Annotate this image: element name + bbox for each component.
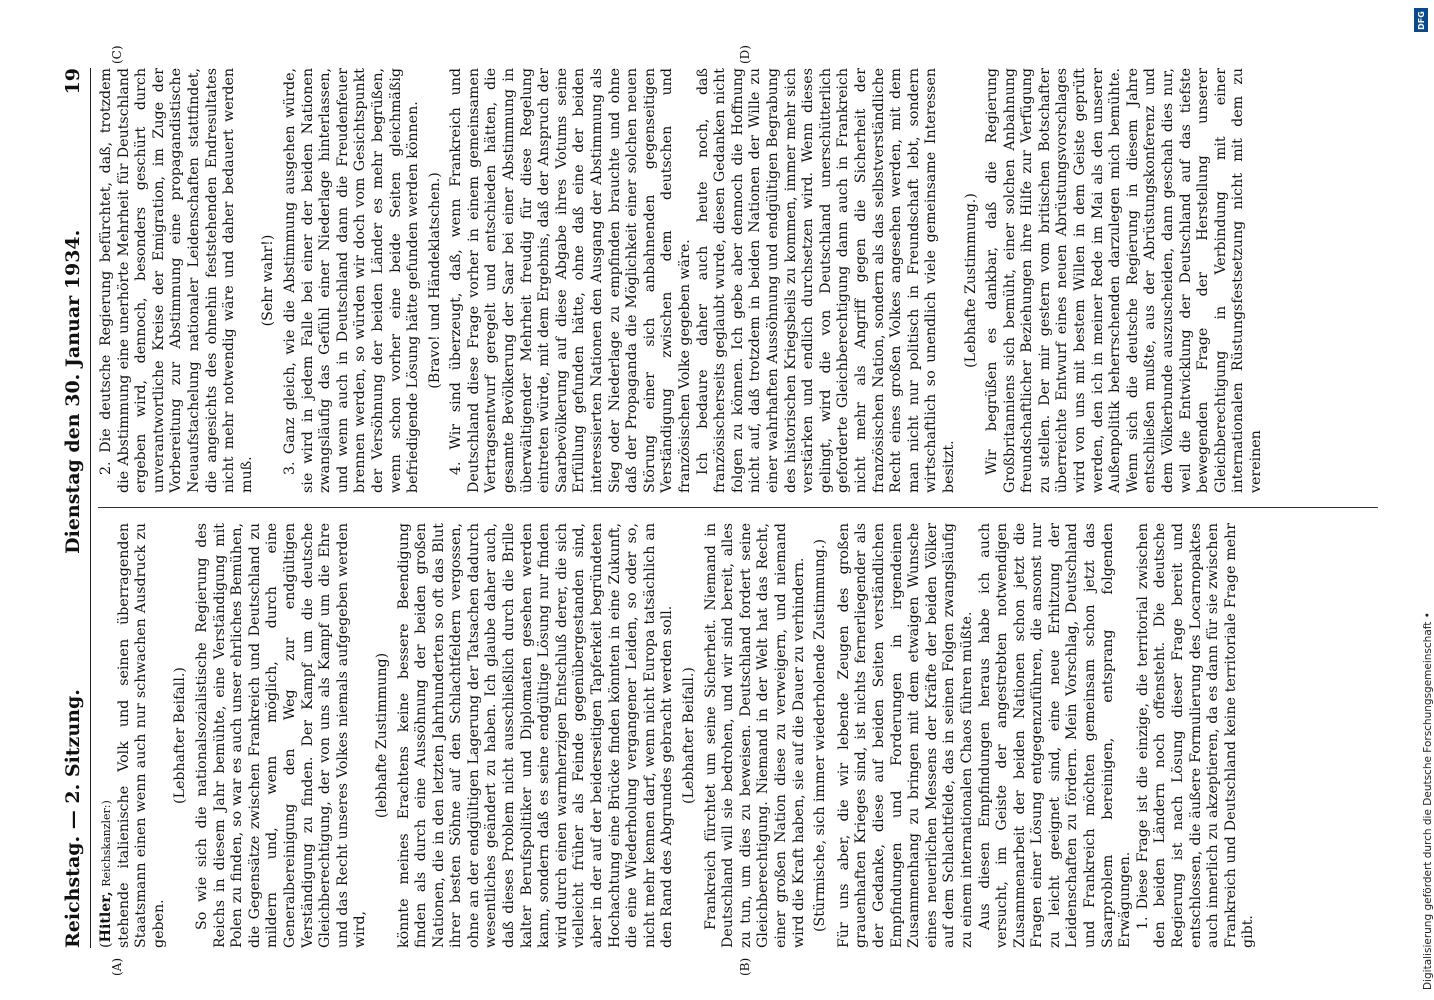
margin-marker-c: (C) bbox=[110, 45, 124, 64]
digitization-note-text: Digitalisierung gefördert durch die Deutsche Forschungsgemeinschaft • bbox=[1422, 612, 1434, 990]
applause-note: (Stürmische, sich immer wiederholende Zustimmung.) bbox=[812, 538, 829, 933]
applause-note: (Lebhafter Beifall.) bbox=[172, 667, 189, 804]
dfg-logo-text: DFG bbox=[1416, 10, 1426, 30]
applause-note: (Lebhafte Zustimmung.) bbox=[962, 193, 979, 368]
paragraph: Aus diesen Empfindungen heraus habe ich auch versucht, im Geiste der angestrebten notwendigen Zusammenarbeit der beiden Nationen schon jetzt die Fragen einer Lösung entgegenzuführen, die ansonst nur zu leicht geeignet sind, eine neue Erhitzung der Leidenschaften zu fördern. Mein Vorschlag, Deutschland und Frankreich möchten gemeinsam schon jetzt das Saarproblem bereinigen, entsprang folgenden Erwägungen. bbox=[976, 523, 1134, 948]
speaker-role: Reichskanzler:) bbox=[100, 800, 113, 887]
paragraph: Ich bedaure daher auch heute noch, daß französischerseits geglaubt wurde, diesen Gedanken nicht folgen zu können. Ich gebe aber dennoch die Hoffnung nicht auf, daß trotzdem in beiden Nationen der Wille zu einer wahrhaften Aussöhnung und endgültigen Begrabung des historischen Kriegsbeils zu kommen, immer mehr sich verstärken und endlich durchsetzen wird. Wenn dieses gelingt, wird die von Deutschland unerschütterlich geforderte Gleichberechtigung dann auch in Frankreich nicht mehr als Angriff gegen die Sicherheit der französischen Nation, sondern als das selbstverständliche Recht eines großen Volkes angesehen werden, mit dem man nicht nur politisch in Freundschaft lebt, sondern wirtschaftlich so unendlich viele gemeinsame Interessen besitzt. bbox=[694, 68, 957, 493]
applause-note: (lebhafte Zustimmung) bbox=[373, 652, 390, 819]
paragraph: Wir begrüßen es dankbar, daß die Regierung Großbritanniens sich bemüht, einer solchen Anbahnung freundschaftlicher Beziehungen ihre Hilfe zur Verfügung zu stellen. Der mir gestern vom britischen Botschafter überreichte Entwurf eines neuen Abrüstungsvorschlages wird von uns mit bestem Willen in dem Geiste geprüft werden, den ich in meiner Rede im Mai als den unserer Außenpolitik beherrschenden darzulegen mich bemühte. Wenn sich die deutsche Regierung in diesem Jahre entschließen mußte, aus der Abrüstungskonferenz und dem Völkerbunde auszuscheiden, dann geschah dies nur, weil die Entwicklung der Deutschland auf das tiefste bewegenden Frage der Herstellung unserer Gleichberechtigung in Verbindung mit einer internationalen Rüstungsfestsetzung nicht mit dem zu vereinen bbox=[984, 68, 1264, 493]
paragraph: Für uns aber, die wir lebende Zeugen des großen grauenhaften Krieges sind, ist nichts fernerliegender als der Gedanke, diese auf beiden Seiten verständlichen Empfindungen und Forderungen in irgendeinen Zusammenhang zu bringen mit dem etwaigen Wunsche eines neuerlichen Messens der Kräfte der beiden Völker auf dem Schlachtfelde, das in seinen Folgen zwangsläufig zu einem internationalen Chaos führen müßte. bbox=[835, 523, 975, 948]
header-left: Reichstag. — 2. Sitzung. bbox=[62, 689, 84, 948]
paragraph: 1. Diese Frage ist die einzige, die territorial zwischen den beiden Ländern noch offensteht. Die deutsche Regierung ist nach Lösung dieser Frage bereit und entschlossen, die äußere Formulierung des Locarnopaktes auch innerlich zu akzeptieren, da es dann für sie zwischen Frankreich und Deutschland keine territoriale Frage mehr gibt. bbox=[1134, 523, 1257, 948]
applause-note: (Sehr wahr!) bbox=[260, 234, 277, 327]
digitization-note bbox=[1408, 10, 1434, 990]
rotated-document-page bbox=[62, 45, 1382, 976]
margin-marker-d: (D) bbox=[738, 45, 752, 64]
paragraph: 4. Wir sind überzeugt, daß, wenn Frankreich und Deutschland diese Frage vorher in einem gemeinsamen Vertragsentwurf geregelt und entschieden hätten, die gesamte Bevölkerung der Saar bei einer Abstimmung in überwältigender Mehrheit freudig für diese Regelung eintreten würde, mit dem Ergebnis, daß der Anspruch der Saarbevölkerung auf diese Abgabe ihres Votums seine Erfüllung gefunden hätte, ohne daß eine der beiden interessierten Nationen den Ausgang der Abstimmung als Sieg oder Niederlage zu empfinden brauchte und ohne daß der Propaganda die Möglichkeit einer solchen neuen Störung einer sich anbahnenden gegenseitigen Verständigung zwischen dem deutschen und französischen Volke gegeben wäre. bbox=[448, 68, 693, 493]
margin-marker-a: (A) bbox=[110, 957, 124, 976]
applause-note: (Lebhafter Beifall.) bbox=[681, 667, 697, 804]
applause-note: (Bravo! und Händeklatschen.) bbox=[426, 172, 443, 389]
speaker-line: (Hitler, Reichskanzler:) bbox=[98, 800, 114, 948]
margin-marker-b: (B) bbox=[738, 957, 752, 976]
left-column bbox=[98, 523, 1378, 948]
paragraph: könnte meines Erachtens keine bessere Beendigung finden als durch eine Aussöhnung der beiden großen Nationen, die in den letzten Jahrhunderten so oft das Blut ihrer besten Söhne auf den Schlachtfeldern vergossen, ohne an der endgültigen Lagerung der Tatsachen dadurch wesentliches geändert zu haben. Ich glaube daher auch, daß dieses Problem nicht ausschließlich durch die Brille kalter Berufspolitiker und Diplomaten gesehen werden kann, sondern daß es seine endgültige Lösung nur finden wird durch einen warmherzigen Entschluß derer, die sich vielleicht früher als Feinde gegenübergestanden sind, aber in der auf der beiderseitigen Tapferkeit begründeten Hochachtung eine Brücke finden könnten in eine Zukunft, die eine Wiederholung vergangener Leiden, so oder so, nicht mehr kennen darf, wenn nicht Europa tatsächlich an den Rand des Abgrundes gebracht werden soll. bbox=[395, 523, 676, 948]
right-column bbox=[98, 68, 1378, 493]
paragraph: Frankreich fürchtet um seine Sicherheit. Niemand in Deutschland will sie bedrohen, und wir sind bereit, alles zu tun, um dies zu beweisen. Deutschland fordert seine Gleichberechtigung. Niemand in der Welt hat das Recht, einer großen Nation diese zu verweigern, und niemand wird die Kraft haben, sie auf die Dauer zu verhindern. bbox=[702, 523, 807, 948]
page-header bbox=[62, 68, 91, 948]
paragraph: 2. Die deutsche Regierung befürchtet, daß, trotzdem die Abstimmung eine unerhörte Mehrheit für Deutschland ergeben wird, dennoch, besonders geschürt durch unverantwortliche Kreise der Emigration, im Zuge der Vorbereitung zur Abstimmung eine propagandistische Neuaufstachelung nationaler Leidenschaften stattfindet, die angesichts des ohnehin feststehenden Endresultates nicht mehr notwendig wäre und daher bedauert werden muß. bbox=[98, 68, 255, 493]
header-date: Dienstag den 30. Januar 1934. bbox=[62, 229, 84, 554]
page-number: 19 bbox=[62, 68, 84, 95]
paragraph: stehende italienische Volk und seinen überragenden Staatsmann einen wenn auch nur schwachen Ausdruck zu geben. bbox=[115, 523, 167, 948]
text-columns bbox=[98, 45, 1378, 976]
speaker-name: Hitler, bbox=[98, 891, 114, 943]
column-divider bbox=[98, 507, 1378, 508]
paragraph: So wie sich die nationalsozialistische Regierung des Reichs in diesem Jahr bemühte, eine Verständigung mit Polen zu finden, so war es auch unser ehrliches Bemühen, die Gegensätze zwischen Frankreich und Deutschland zu mildern und, wenn möglich, durch eine Generalbereinigung den Weg zur endgültigen Verständigung zu finden. Der Kampf um die deutsche Gleichberechtigung, der von uns als Kampf um die Ehre und das Recht unseres Volkes niemals aufgegeben werden wird, bbox=[193, 523, 369, 948]
paragraph: 3. Ganz gleich, wie die Abstimmung ausgehen würde, sie wird in jedem Falle bei einer der beiden Nationen zwangsläufig das Gefühl einer Niederlage hinterlassen, und wenn auch in Deutschland dann die Freudenfeuer brennen werden, so würden wir doch vom Gesichtspunkt der Versöhnung der beiden Länder es mehr begrüßen, wenn schon vorher eine beide Seiten gleichmäßig befriedigende Lösung hätte gefunden werden können. bbox=[281, 68, 422, 493]
